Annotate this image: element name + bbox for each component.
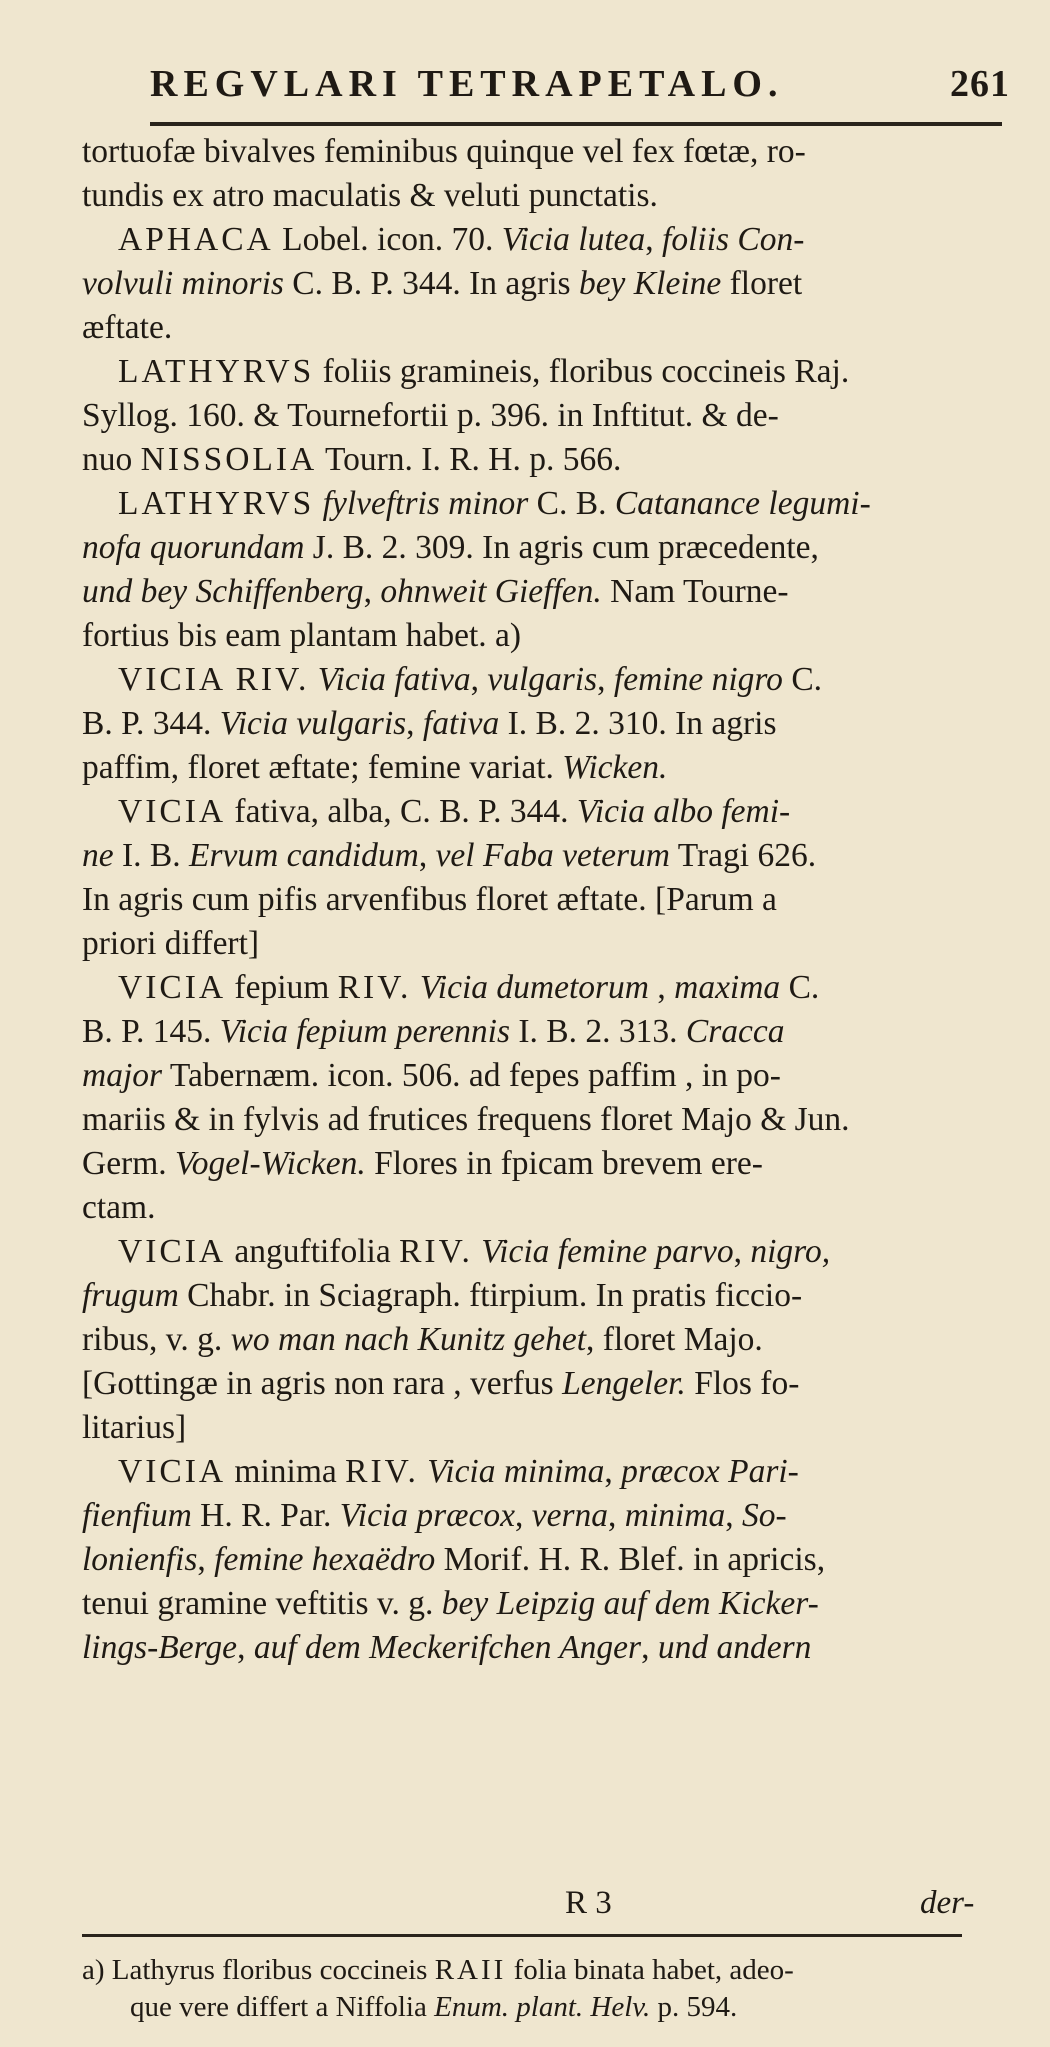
- text: C.: [780, 969, 820, 1006]
- text: folia binata habet, adeo-: [506, 1954, 794, 1986]
- italic-text: major: [82, 1057, 163, 1094]
- italic-text: Catanance legumi-: [614, 485, 871, 522]
- footnote-rule: [82, 1934, 962, 1937]
- text: ,: [733, 1233, 751, 1270]
- entry-vicia-2: [82, 790, 1022, 966]
- entry-lathyrus-2: [82, 482, 1022, 658]
- italic-text: vel Faba veterum: [435, 837, 670, 874]
- text: I. B.: [113, 837, 189, 874]
- text: ,: [604, 1453, 622, 1490]
- text: Tabernæm. icon. 506. ad fepes paffim , in po-: [162, 1057, 781, 1094]
- text: floret: [721, 265, 803, 302]
- italic-text: bey Kleine: [578, 265, 722, 302]
- italic-text: und bey Schiffenberg: [82, 573, 364, 610]
- italic-text: So-: [742, 1497, 787, 1534]
- entry-lathyrus-1: [82, 350, 1022, 482]
- text: anguftifolia: [226, 1233, 400, 1270]
- text: paffim, floret æftate; femine variat.: [82, 749, 563, 786]
- text: ,: [515, 1497, 532, 1534]
- text: ,: [237, 1629, 254, 1666]
- italic-text: nigro,: [750, 1233, 831, 1270]
- italic-text: Vicia albo femi-: [576, 793, 791, 830]
- entry-name: RIV.: [345, 1453, 419, 1490]
- italic-text: præcox Pari-: [621, 1453, 799, 1490]
- italic-text: minima: [624, 1497, 726, 1534]
- signature-mark: R 3: [565, 1885, 612, 1921]
- text: Flores in fpicam brevem ere-: [365, 1145, 763, 1182]
- italic-text: Vicia minima: [427, 1453, 605, 1490]
- text: ,: [197, 1541, 215, 1578]
- text: B. P. 344.: [82, 705, 220, 742]
- italic-text: vulgaris: [487, 661, 598, 698]
- text: I. B. 2. 310. In agris: [499, 705, 777, 742]
- catchword: der-: [920, 1885, 975, 1921]
- entry-name: NISSOLIA: [140, 441, 318, 478]
- text: ,: [363, 573, 381, 610]
- entry-vicia-1: [82, 658, 1022, 790]
- text: litarius]: [82, 1409, 187, 1446]
- text: Flos fo-: [685, 1365, 800, 1402]
- entry-vicia-3: [82, 966, 1022, 1230]
- entry-aphaca: [82, 218, 1022, 350]
- author-name: RAII: [434, 1954, 507, 1986]
- italic-text: Wicken.: [562, 749, 668, 786]
- italic-text: auf dem Meckerifchen Anger: [253, 1629, 642, 1666]
- italic-text: maxima: [674, 969, 781, 1006]
- italic-text: Vicia vulgaris: [219, 705, 407, 742]
- text: B. P. 145.: [82, 1013, 220, 1050]
- entry-name: LATHYRVS: [118, 353, 315, 390]
- italic-text: fienfium: [82, 1497, 192, 1534]
- text: Tourn. I. R. H. p. 566.: [317, 441, 622, 478]
- running-title: REGVLARI TETRAPETALO.: [150, 63, 784, 105]
- text: que vere differt a Niffolia: [130, 1991, 435, 2023]
- text-line: tundis ex atro maculatis & veluti punctatis.: [82, 177, 658, 214]
- italic-text: Enum. plant. Helv.: [434, 1991, 651, 2023]
- italic-text: fativa: [422, 705, 500, 742]
- header-rule: [150, 122, 1002, 126]
- text: a) Lathyrus floribus coccineis: [82, 1954, 435, 1986]
- text: tenui gramine veftitis v. g.: [82, 1585, 442, 1622]
- text: ,: [597, 661, 614, 698]
- italic-text: Vogel-Wicken.: [175, 1145, 366, 1182]
- main-text: [82, 130, 1022, 1670]
- text: ,: [641, 1629, 658, 1666]
- italic-text: wo man nach Kunitz gehet: [230, 1321, 587, 1358]
- italic-text: Vicia præcox: [339, 1497, 515, 1534]
- text: ,: [470, 661, 488, 698]
- text: ,: [608, 1497, 625, 1534]
- text: ,: [645, 221, 663, 258]
- running-header: [150, 62, 1010, 112]
- italic-text: lonienfis: [82, 1541, 198, 1578]
- italic-text: Vicia fativa: [317, 661, 471, 698]
- italic-text: verna: [531, 1497, 609, 1534]
- text: ,: [649, 969, 675, 1006]
- italic-text: volvuli minoris: [82, 265, 284, 302]
- italic-text: ohnweit Gieffen.: [380, 573, 602, 610]
- text: C.: [782, 661, 823, 698]
- text: Nam Tourne-: [601, 573, 789, 610]
- text: ,: [725, 1497, 743, 1534]
- italic-text: ne: [82, 837, 114, 874]
- text: [Gottingæ in agris non rara , verfus: [82, 1365, 563, 1402]
- text: I. B. 2. 313.: [510, 1013, 686, 1050]
- text-line: tortuofæ bivalves feminibus quinque vel fex fœtæ, ro-: [82, 133, 806, 170]
- text: fativa, alba, C. B. P. 344.: [226, 793, 577, 830]
- italic-text: Lengeler.: [562, 1365, 686, 1402]
- italic-text: nofa quorundam: [82, 529, 305, 566]
- text: ,: [406, 705, 423, 742]
- text: minima: [226, 1453, 346, 1490]
- italic-text: Vicia femine parvo: [481, 1233, 734, 1270]
- text: mariis & in fylvis ad frutices frequens floret Majo & Jun.: [82, 1101, 850, 1138]
- paragraph-1: [82, 130, 1022, 218]
- entry-name: RIV.: [399, 1233, 473, 1270]
- italic-text: femine hexaëdro: [214, 1541, 436, 1578]
- text: fepium: [226, 969, 338, 1006]
- entry-vicia-5: [82, 1450, 1022, 1670]
- text: foliis gramineis, floribus coccineis Raj.: [314, 353, 850, 390]
- entry-name: VICIA: [118, 1453, 227, 1490]
- footnote: [82, 1952, 982, 2026]
- text: priori differt]: [82, 925, 260, 962]
- text: fortius bis eam plantam habet. a): [82, 617, 522, 654]
- italic-text: foliis Con-: [662, 221, 805, 258]
- text: C. B. P. 344. In agris: [283, 265, 579, 302]
- text: J. B. 2. 309. In agris cum præcedente,: [304, 529, 819, 566]
- text: Lobel. icon. 70.: [273, 221, 502, 258]
- text: nuo: [82, 441, 141, 478]
- italic-text: Vicia dumetorum: [419, 969, 649, 1006]
- italic-text: Cracca: [685, 1013, 785, 1050]
- text: ribus, v. g.: [82, 1321, 231, 1358]
- entry-name: APHACA: [118, 221, 274, 258]
- entry-vicia-4: [82, 1230, 1022, 1450]
- text: H. R. Par.: [191, 1497, 340, 1534]
- entry-name: VICIA: [118, 969, 227, 1006]
- entry-name: LATHYRVS: [118, 485, 315, 522]
- italic-text: frugum: [82, 1277, 179, 1314]
- italic-text: Vicia fepium perennis: [219, 1013, 511, 1050]
- text: Morif. H. R. Blef. in apricis,: [435, 1541, 826, 1578]
- text: Germ.: [82, 1145, 176, 1182]
- italic-text: Vicia lutea: [501, 221, 646, 258]
- text: In agris cum pifis arvenfibus floret æftate. [Parum a: [82, 881, 777, 918]
- text: Chabr. in Sciagraph. ftirpium. In pratis ficcio-: [178, 1277, 803, 1314]
- text: Syllog. 160. & Tournefortii p. 396. in Inftitut. & de-: [82, 397, 779, 434]
- italic-text: und andern: [657, 1629, 812, 1666]
- text: Tragi 626.: [669, 837, 817, 874]
- italic-text: fylveftris minor: [322, 485, 529, 522]
- page-number: 261: [950, 63, 1010, 105]
- entry-name: VICIA RIV.: [118, 661, 310, 698]
- text: C. B.: [528, 485, 615, 522]
- text: æftate.: [82, 309, 173, 346]
- text: ctam.: [82, 1189, 156, 1226]
- italic-text: lings-Berge: [82, 1629, 238, 1666]
- italic-text: Ervum candidum: [189, 837, 419, 874]
- entry-name: VICIA: [118, 1233, 227, 1270]
- text: ,: [418, 837, 436, 874]
- text: p. 594.: [650, 1991, 738, 2023]
- entry-name: RIV.: [337, 969, 412, 1006]
- text: , floret Majo.: [586, 1321, 763, 1358]
- italic-text: femine nigro: [613, 661, 783, 698]
- italic-text: bey Leipzig auf dem Kicker-: [441, 1585, 819, 1622]
- entry-name: VICIA: [118, 793, 227, 830]
